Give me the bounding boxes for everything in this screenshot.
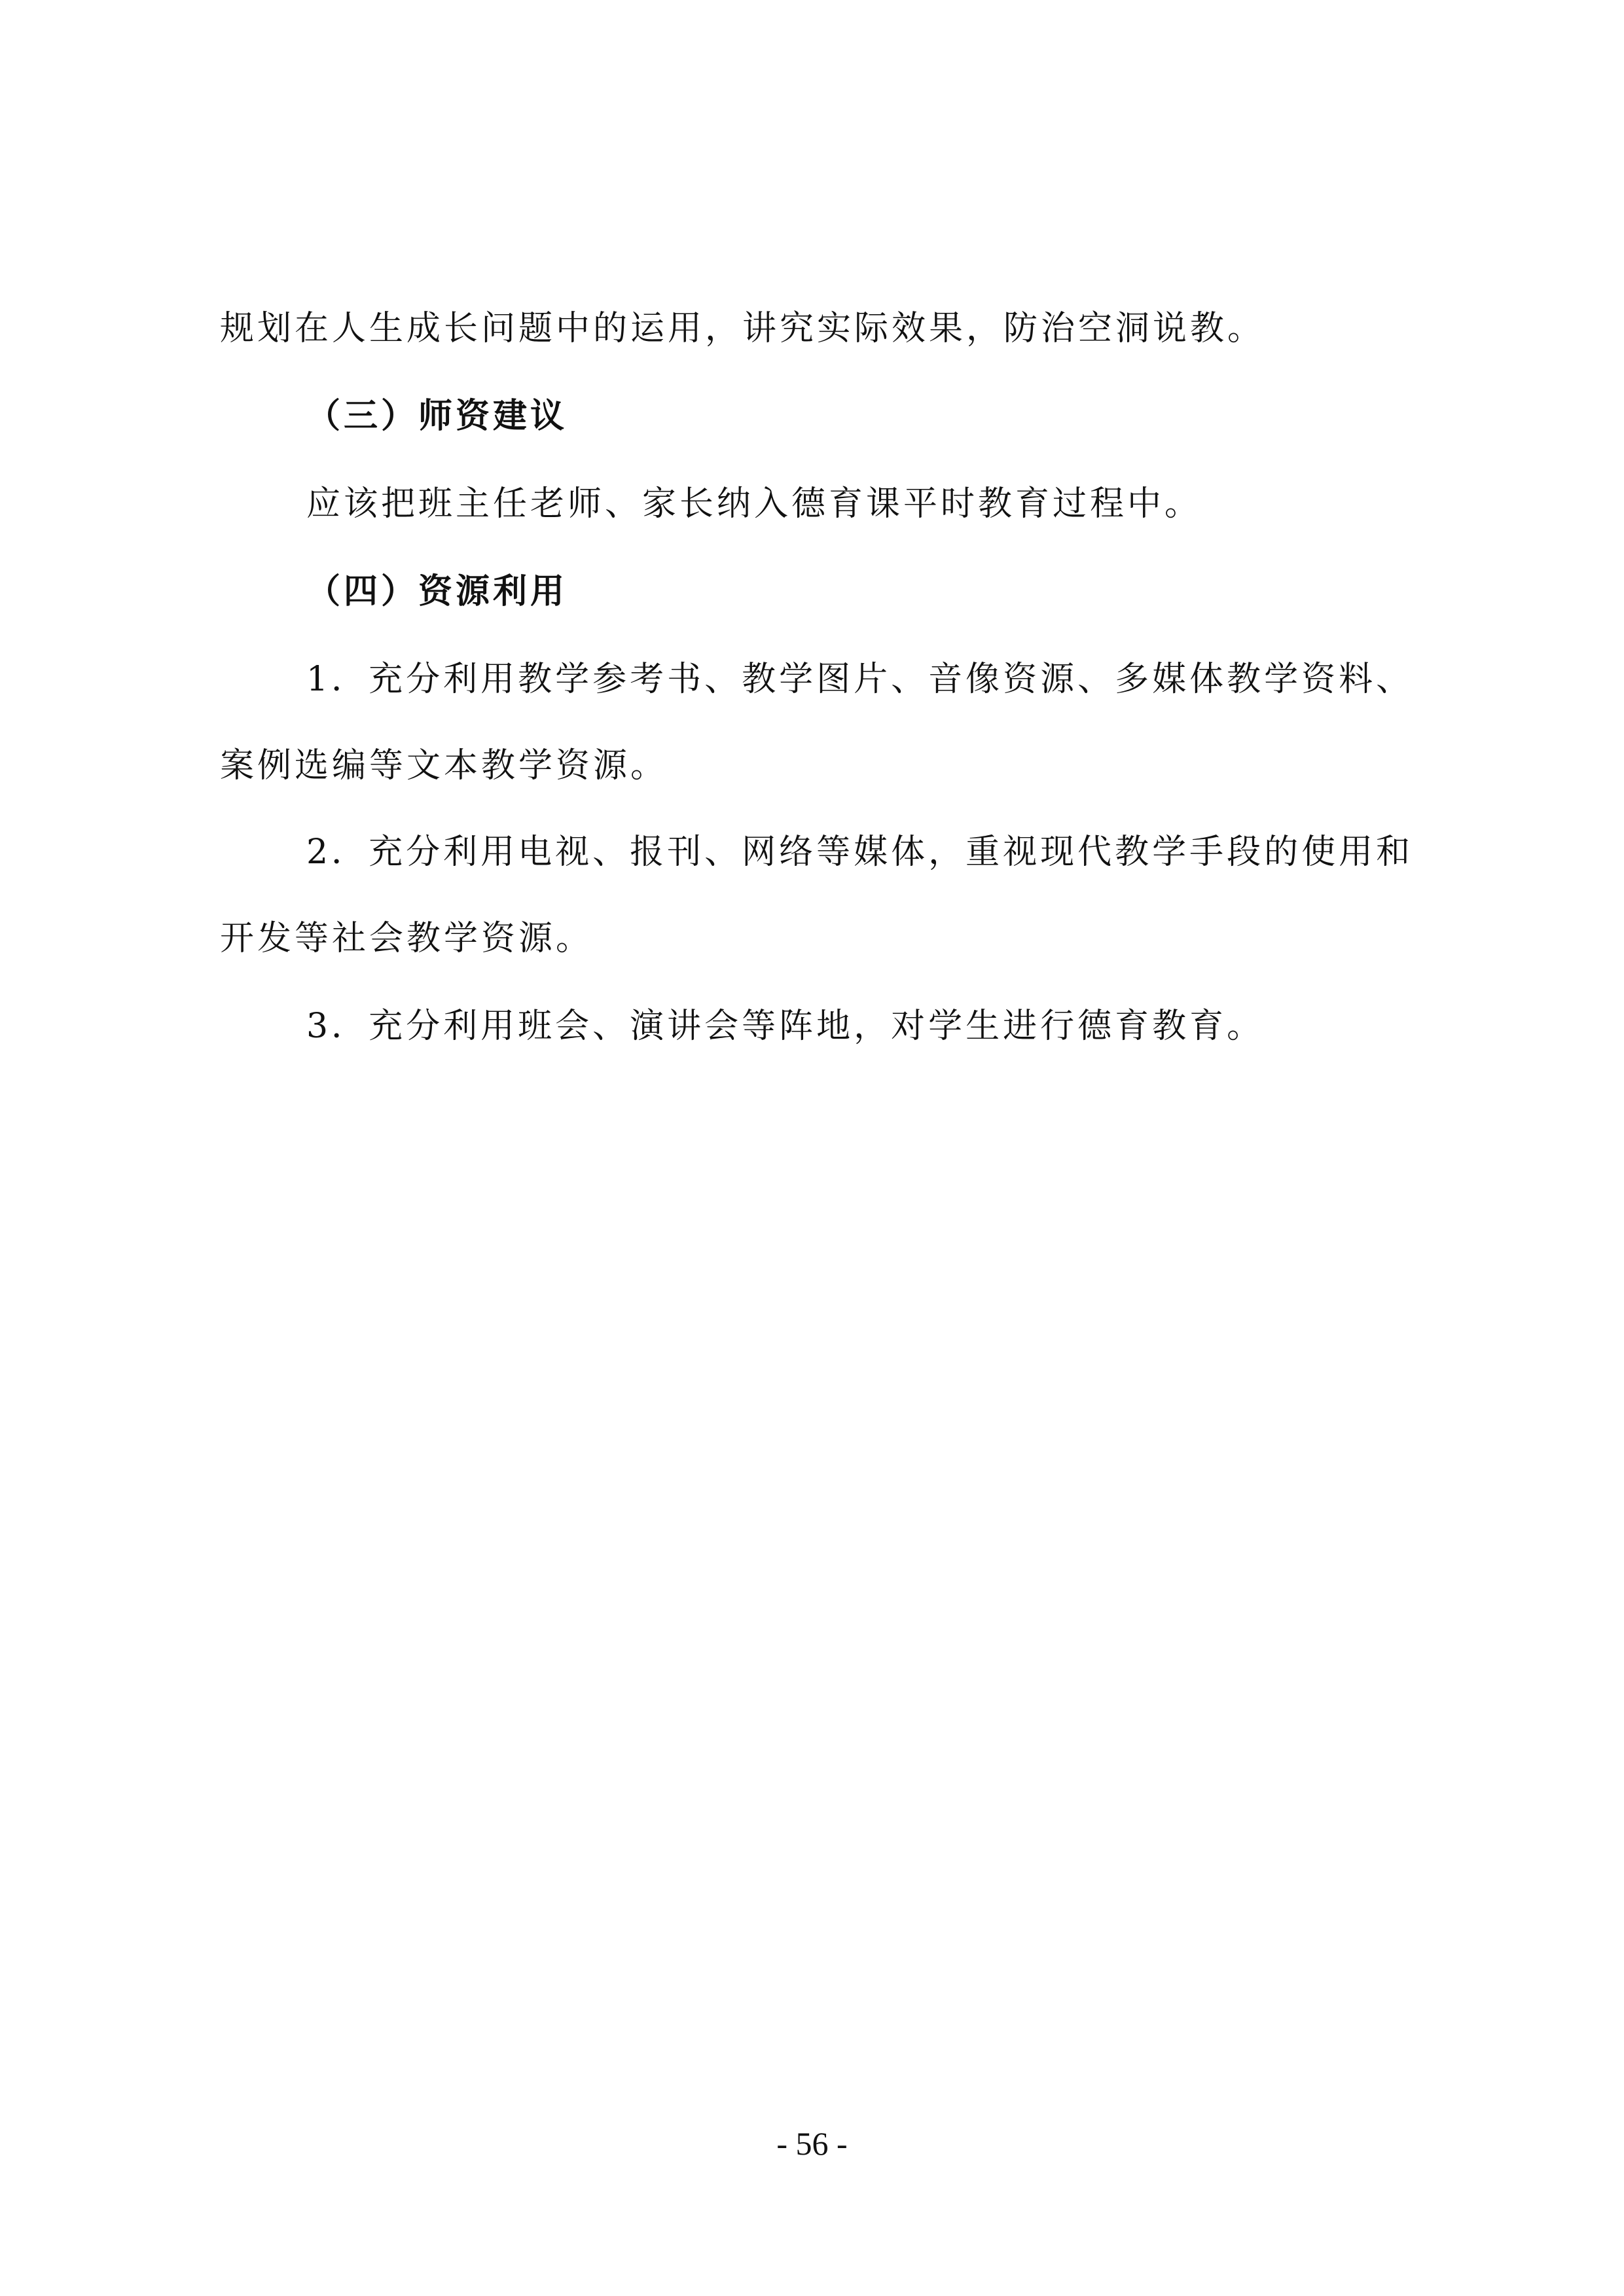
list-item-1-line-1: 1．充分利用教学参考书、教学图片、音像资源、多媒体教学资料、 <box>306 660 1414 699</box>
page-number: - 56 - <box>776 2125 848 2162</box>
section-heading-teachers: （三）师资建议 <box>306 396 568 436</box>
list-item-3: 3．充分利用班会、演讲会等阵地，对学生进行德育教育。 <box>306 1007 1265 1046</box>
section-heading-resources: （四）资源利用 <box>306 571 568 611</box>
paragraph-teachers: 应该把班主任老师、家长纳入德育课平时教育过程中。 <box>306 484 1202 524</box>
list-item-2-line-2: 开发等社会教学资源。 <box>220 919 594 958</box>
paragraph-continuation: 规划在人生成长问题中的运用，讲究实际效果，防治空洞说教。 <box>220 309 1265 348</box>
list-item-2-line-1: 2．充分利用电视、报刊、网络等媒体，重视现代教学手段的使用和 <box>306 833 1414 872</box>
list-item-1-line-2: 案例选编等文本教学资源。 <box>220 746 668 785</box>
